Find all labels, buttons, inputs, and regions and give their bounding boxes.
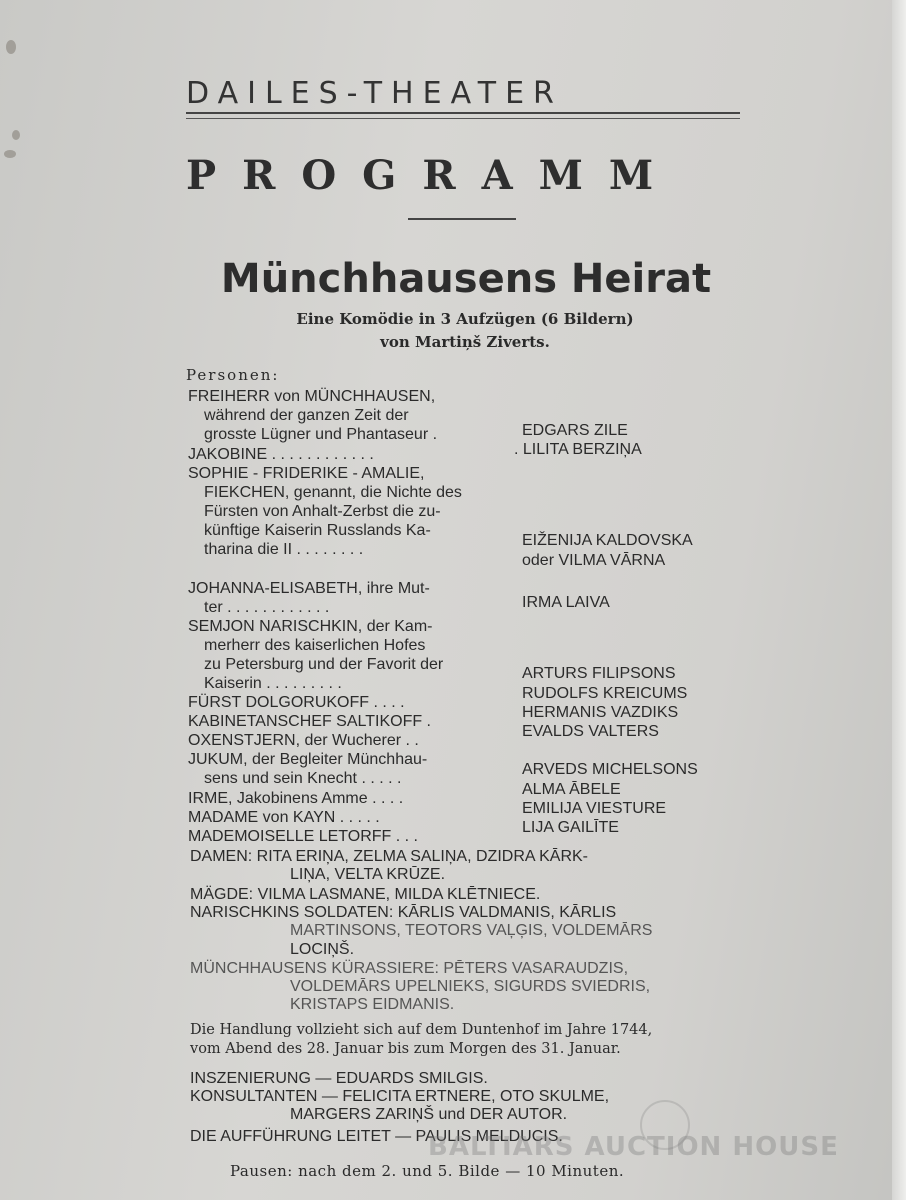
actor-name: EMILIJA VIESTURE — [522, 800, 667, 817]
setting-line: Die Handlung vollzieht sich auf dem Duntenhof im Jahre 1744, — [190, 1022, 653, 1038]
cast-line: FREIHERR von MÜNCHHAUSEN, — [188, 388, 436, 405]
cast-line: IRME, Jakobinens Amme . . . . — [188, 790, 404, 807]
actor-name: IRMA LAIVA — [522, 594, 610, 611]
actor-name: EIŽENIJA KALDOVSKA — [522, 532, 693, 549]
actor-name: oder VILMA VĀRNA — [522, 552, 666, 569]
cast-line: grosste Lügner und Phantaseur . — [204, 426, 438, 443]
cast-line: SEMJON NARISCHKIN, der Kam- — [188, 618, 433, 635]
actor-name: . LILITA BERZIŅA — [514, 441, 642, 458]
cast-line: MADAME von KAYN . . . . . — [188, 809, 380, 826]
cast-line: sens und sein Knecht . . . . . — [204, 770, 402, 787]
cast-line: OXENSTJERN, der Wucherer . . — [188, 732, 419, 749]
credit-line: MARGERS ZARIŅŠ und DER AUTOR. — [290, 1106, 568, 1123]
stain-mark — [12, 130, 20, 140]
cast-line: zu Petersburg und der Favorit der — [204, 656, 444, 673]
watermark-text: BALTIARS AUCTION HOUSE — [428, 1132, 839, 1162]
cast-line: MADEMOISELLE LETORFF . . . — [188, 828, 418, 845]
play-title: Münchhausens Heirat — [220, 256, 712, 302]
actor-name: RUDOLFS KREICUMS — [522, 685, 688, 702]
cast-line: tharina die II . . . . . . . . — [204, 541, 364, 558]
theater-name: DAILES-THEATER — [186, 76, 563, 111]
actor-name: EDGARS ZILE — [522, 422, 628, 439]
actor-name: ARVEDS MICHELSONS — [522, 761, 698, 778]
ensemble-line: DAMEN: RITA ERIŅA, ZELMA SALIŅA, DZIDRA KĀRK- — [190, 848, 589, 865]
cast-line: JUKUM, der Begleiter Münchhau- — [188, 751, 428, 768]
cast-line: Kaiserin . . . . . . . . . — [204, 675, 342, 692]
ensemble-line: MARTINSONS, TEOTORS VAĻĢIS, VOLDEMĀRS — [290, 922, 653, 939]
cast-line: FIEKCHEN, genannt, die Nichte des — [204, 484, 462, 501]
credit-line: KONSULTANTEN — FELICITA ERTNERE, OTO SKULME, — [190, 1088, 610, 1105]
cast-line: merherr des kaiserlichen Hofes — [204, 637, 426, 654]
cast-line: JAKOBINE . . . . . . . . . . . . — [188, 446, 374, 463]
ensemble-line: MÄGDE: VILMA LASMANE, MILDA KLĒTNIECE. — [190, 886, 541, 903]
actor-name: HERMANIS VAZDIKS — [522, 704, 679, 721]
play-author: von Martiņš Ziverts. — [380, 333, 550, 351]
actor-name: EVALDS VALTERS — [522, 723, 659, 740]
credit-line: DIE AUFFÜHRUNG LEITET — PAULIS MELDUCIS. — [190, 1128, 563, 1145]
play-subtitle: Eine Komödie in 3 Aufzügen (6 Bildern) — [296, 310, 634, 328]
actor-name: ALMA ĀBELE — [522, 781, 621, 798]
cast-line: ter . . . . . . . . . . . . — [204, 599, 330, 616]
header-rule-thin — [186, 118, 740, 119]
page-edge — [892, 0, 906, 1200]
ensemble-line: LIŅA, VELTA KRŪZE. — [290, 866, 446, 883]
header-rule — [186, 112, 740, 114]
cast-line: Fürsten von Anhalt-Zerbst die zu- — [204, 503, 441, 520]
ensemble-line: VOLDEMĀRS UPELNIEKS, SIGURDS SVIEDRIS, — [290, 978, 651, 995]
cast-line: künftige Kaiserin Russlands Ka- — [204, 522, 431, 539]
cast-line: FÜRST DOLGORUKOFF . . . . — [188, 694, 405, 711]
cast-line: KABINETANSCHEF SALTIKOFF . — [188, 713, 431, 730]
actor-name: LIJA GAILĪTE — [522, 819, 619, 836]
stain-mark — [4, 150, 16, 158]
programm-heading: PROGRAMM — [186, 152, 680, 199]
credit-line: INSZENIERUNG — EDUARDS SMILGIS. — [190, 1070, 488, 1087]
cast-line: SOPHIE - FRIDERIKE - AMALIE, — [188, 465, 425, 482]
setting-line: vom Abend des 28. Januar bis zum Morgen des 31. Januar. — [190, 1041, 621, 1057]
personen-label: Personen: — [186, 366, 280, 384]
ensemble-line: NARISCHKINS SOLDATEN: KĀRLIS VALDMANIS, KĀRLIS — [190, 904, 617, 921]
ensemble-line: LOCIŅŠ. — [290, 941, 355, 958]
ensemble-line: KRISTAPS EIDMANIS. — [290, 996, 455, 1013]
pausen-line: Pausen: nach dem 2. und 5. Bilde — 10 Minuten. — [230, 1162, 625, 1180]
cast-line: während der ganzen Zeit der — [204, 407, 409, 424]
ensemble-line: MÜNCHHAUSENS KÜRASSIERE: PĒTERS VASARAUDZIS, — [190, 960, 629, 977]
short-divider — [408, 218, 516, 220]
actor-name: ARTURS FILIPSONS — [522, 665, 676, 682]
cast-line: JOHANNA-ELISABETH, ihre Mut- — [188, 580, 430, 597]
stain-mark — [6, 40, 16, 54]
